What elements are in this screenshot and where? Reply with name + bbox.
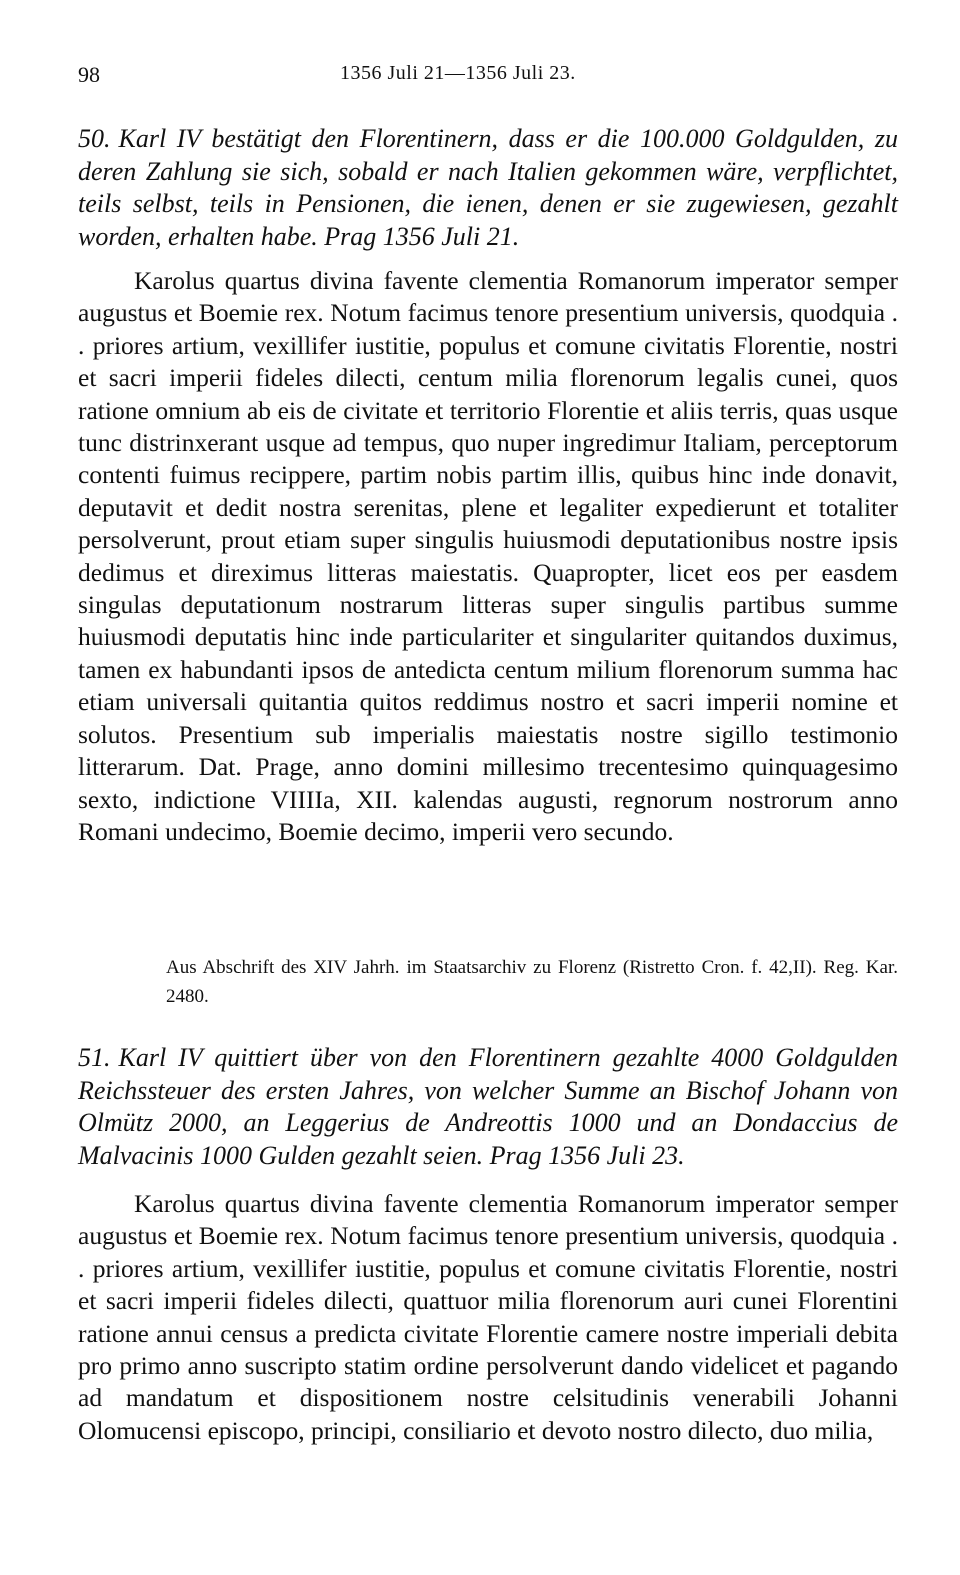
document-50-heading-text: Karl IV bestätigt den Florentinern, dass er die 100.000 Goldgulden, zu deren Zahlung sie sich, sobald er nach Italien gekommen wäre, verpflichtet, teils selbst, teils in Pensionen, die ienen, denen er sie zugewiesen, gezahlt worden, erhalten habe. Prag 1356 Juli 21. [78,124,898,251]
document-51-heading [78,1042,898,1172]
running-head [78,62,898,92]
document-50-body: Karolus quartus divina favente clementia Romanorum imperator semper augustus et Boemie rex. Notum facimus tenore presentium universis, quodquia . . priores artium, vexillifer iustitie, populus et comune civitatis Florentie, nostri et sacri imperii fideles dilecti, centum milia florenorum legalis cunei, quos ratione omnium ab eis de civitate et territorio Florentie et aliis terris, quas usque tunc distrinxerant usque ad tempus, quo nuper ingredimur Italiam, perceptorum contenti fuimus recippere, partim nobis partim illis, quibus hinc inde donavit, deputavit et dedit nostra serenitas, plene et legaliter expedierunt et totaliter persolverunt, prout etiam super singulis huiusmodi deputationibus nostre ipsis dedimus et direximus litteras maiestatis. Quapropter, licet eos per easdem singulas deputationum nostrarum litteras super singulis partibus summe huiusmodi deputatis hinc inde particulariter et singulariter quitandos duximus, tamen ex habundanti ipsos de antedicta centum milium florenorum summa hac etiam universali quitantia quitos reddimus nostro et sacri imperii nomine et solutos. Presentium sub imperialis maiestatis nostre sigillo testimonio litterarum. Dat. Prage, anno domini millesimo trecentesimo quinquagesimo sexto, indictione VIIIIa, XII. kalendas augusti, regnorum nostrorum anno Romani undecimo, Boemie decimo, imperii vero secundo. [78,266,898,846]
document-51-body: Karolus quartus divina favente clementia Romanorum imperator semper augustus et Boemie rex. Notum facimus tenore presentium universis, quodquia . . priores artium, vexillifer iustitie, populus et comune civitatis Florentie, nostri et sacri imperii fideles dilecti, quattuor milia florenorum auri cunei Florentini ratione annui census a predicta civitate Florentie camere nostre imperiali debita pro primo anno suscripto statim ordine persolverunt dando videlicet et pagando ad mandatum et dispositionem nostre celsitudinis venerabili Johanni Olomucensi episcopo, principi, consiliario et devoto nostro dilecto, duo milia, [78,1189,898,1445]
document-50-source-note: Aus Abschrift des XIV Jahrh. im Staatsarchiv zu Florenz (Ristretto Cron. f. 42,II). Reg. Kar. 2480. [166,957,898,1007]
document-51-heading-text: Karl IV quittiert über von den Florentinern gezahlte 4000 Goldgulden Reichssteuer des ersten Jahres, von welcher Summe an Bischof Johann von Olmütz 2000, an Leggerius de Andreottis 1000 und an Dondaccius de Malvacinis 1000 Gulden gezahlt seien. Prag 1356 Juli 23. [78,1043,898,1170]
page-number: 98 [78,62,100,87]
document-50-heading [78,123,898,253]
running-head-date-range: 1356 Juli 21—1356 Juli 23. [340,62,576,84]
document-51-number: 51. [78,1043,111,1072]
document-50-number: 50. [78,124,111,153]
